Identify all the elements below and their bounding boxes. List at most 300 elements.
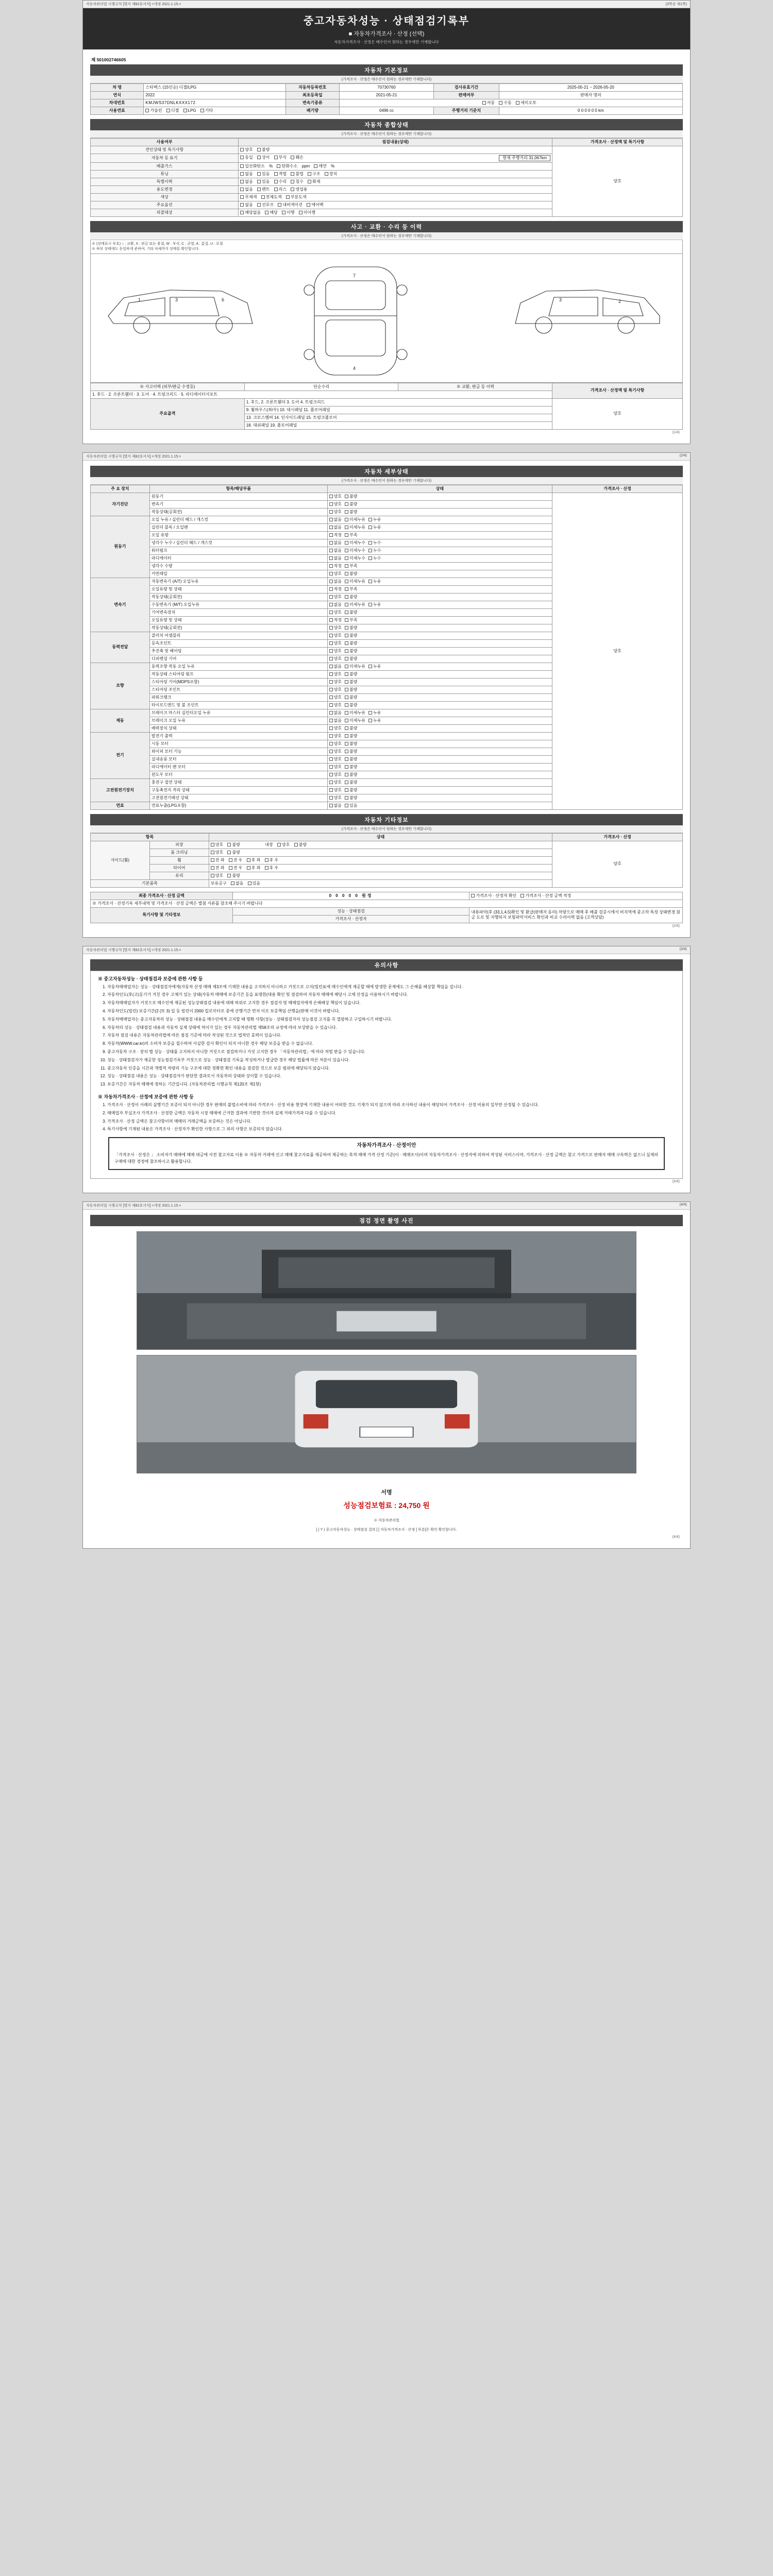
- detail-item-options[interactable]: [327, 616, 552, 624]
- overall-row-3-opts[interactable]: [239, 171, 552, 178]
- detail-option-누수[interactable]: 누수: [368, 540, 381, 546]
- detail-option-불량[interactable]: 불량: [345, 765, 357, 770]
- checkbox-icon[interactable]: [329, 634, 333, 637]
- checkbox-icon[interactable]: [345, 750, 348, 753]
- checkbox-icon[interactable]: [329, 618, 333, 622]
- detail-option-불량[interactable]: 불량: [345, 780, 357, 785]
- check-inspector[interactable]: [471, 893, 516, 899]
- detail-option-양호[interactable]: 양호: [329, 741, 342, 747]
- detail-item-options[interactable]: [327, 763, 552, 771]
- other-basic-opts[interactable]: [209, 879, 552, 887]
- checkbox-icon[interactable]: [345, 556, 348, 560]
- ov8-na[interactable]: 해당없음: [240, 210, 261, 215]
- ov0-good[interactable]: 양호: [240, 147, 253, 152]
- checkbox-icon[interactable]: [345, 688, 348, 691]
- checkbox-icon[interactable]: [329, 765, 333, 769]
- detail-option-미세누수[interactable]: 미세누수: [345, 556, 365, 561]
- detail-option-양호[interactable]: 양호: [329, 641, 342, 646]
- checkbox-icon[interactable]: [345, 773, 348, 776]
- checkbox-icon[interactable]: [329, 796, 333, 800]
- other-row-4-opts[interactable]: [209, 872, 552, 879]
- detail-option-부족[interactable]: 부족: [345, 587, 357, 592]
- checkbox-icon[interactable]: [368, 580, 372, 583]
- detail-option-양호[interactable]: 양호: [329, 749, 342, 754]
- detail-option-양호[interactable]: 양호: [329, 633, 342, 638]
- other-row-3-opts[interactable]: [209, 864, 552, 872]
- checkbox-icon[interactable]: [329, 580, 333, 583]
- detail-option-부족[interactable]: 부족: [345, 618, 357, 623]
- checkbox-icon[interactable]: [329, 495, 333, 498]
- checkbox-icon[interactable]: [329, 696, 333, 699]
- checkbox-icon[interactable]: [329, 734, 333, 738]
- detail-item-options[interactable]: [327, 570, 552, 578]
- ov2-smoke[interactable]: 매연: [314, 164, 326, 169]
- ov7-nav[interactable]: 내비게이션: [278, 202, 303, 208]
- detail-item-options[interactable]: [327, 748, 552, 755]
- detail-item-options[interactable]: [327, 709, 552, 717]
- detail-option-불량[interactable]: 불량: [345, 749, 357, 754]
- int-bad[interactable]: 불량: [294, 842, 307, 848]
- checkbox-icon[interactable]: [345, 726, 348, 730]
- detail-item-options[interactable]: [327, 724, 552, 732]
- ov5-rent[interactable]: 렌트: [257, 187, 270, 192]
- checkbox-icon[interactable]: [329, 611, 333, 614]
- ov1-corrode[interactable]: 부식: [274, 155, 287, 160]
- checkbox-icon[interactable]: [345, 564, 348, 568]
- detail-item-options[interactable]: [327, 778, 552, 786]
- wheel-frr[interactable]: 전 우: [229, 858, 243, 863]
- detail-item-options[interactable]: [327, 786, 552, 794]
- checkbox-icon[interactable]: [368, 665, 372, 668]
- detail-option-양호[interactable]: 양호: [329, 510, 342, 515]
- clean-bad[interactable]: 불량: [227, 850, 240, 855]
- transmission-semi[interactable]: 세미오토: [516, 100, 536, 106]
- checkbox-icon[interactable]: [345, 611, 348, 614]
- detail-option-미세누유[interactable]: 미세누유: [345, 718, 365, 723]
- photo-rear[interactable]: [137, 1355, 636, 1473]
- tool-yes[interactable]: 있음: [248, 881, 260, 886]
- checkbox-icon[interactable]: [329, 533, 333, 537]
- checkbox-icon[interactable]: [345, 510, 348, 514]
- checkbox-icon[interactable]: [345, 580, 348, 583]
- detail-option-불량[interactable]: 불량: [345, 734, 357, 739]
- detail-item-options[interactable]: [327, 655, 552, 663]
- checkbox-icon[interactable]: [345, 796, 348, 800]
- overall-row-7-opts[interactable]: [239, 201, 552, 209]
- checkbox-icon[interactable]: [329, 688, 333, 691]
- detail-option-없음[interactable]: 없음: [329, 525, 342, 530]
- checkbox-icon[interactable]: [329, 649, 333, 653]
- checkbox-icon[interactable]: [345, 502, 348, 506]
- ov3-structure[interactable]: 구조: [308, 172, 320, 177]
- fuel-lpg[interactable]: LPG: [183, 108, 196, 113]
- detail-option-누수[interactable]: 누수: [368, 548, 381, 553]
- detail-option-불량[interactable]: 불량: [345, 795, 357, 801]
- checkbox-icon[interactable]: [345, 711, 348, 715]
- checkbox-icon[interactable]: [329, 641, 333, 645]
- photo-underbody[interactable]: [137, 1231, 636, 1350]
- detail-option-양호[interactable]: 양호: [329, 765, 342, 770]
- checkbox-icon[interactable]: [345, 495, 348, 498]
- detail-option-양호[interactable]: 양호: [329, 625, 342, 631]
- detail-item-options[interactable]: [327, 670, 552, 678]
- checkbox-icon[interactable]: [329, 750, 333, 753]
- detail-option-불량[interactable]: 불량: [345, 680, 357, 685]
- detail-item-options[interactable]: [327, 771, 552, 778]
- detail-option-불량[interactable]: 불량: [345, 571, 357, 577]
- other-row-2-opts[interactable]: [209, 856, 552, 864]
- ov5-none[interactable]: 없음: [240, 187, 253, 192]
- checkbox-icon[interactable]: [329, 564, 333, 568]
- other-row-1-opts[interactable]: [209, 849, 552, 856]
- detail-item-options[interactable]: [327, 794, 552, 802]
- detail-option-없음[interactable]: 없음: [329, 664, 342, 669]
- checkbox-icon[interactable]: [329, 657, 333, 660]
- detail-option-양호[interactable]: 양호: [329, 494, 342, 499]
- checkbox-icon[interactable]: [345, 634, 348, 637]
- detail-option-부족[interactable]: 부족: [345, 533, 357, 538]
- ov0-bad[interactable]: 불량: [257, 147, 270, 152]
- overall-row-0-opts[interactable]: [239, 146, 552, 154]
- checkbox-icon[interactable]: [345, 549, 348, 552]
- ov8-yes[interactable]: 해당: [265, 210, 277, 215]
- detail-item-options[interactable]: [327, 740, 552, 748]
- detail-option-적정[interactable]: 적정: [329, 587, 342, 592]
- checkbox-icon[interactable]: [329, 773, 333, 776]
- detail-item-options[interactable]: [327, 523, 552, 531]
- detail-option-적정[interactable]: 적정: [329, 564, 342, 569]
- detail-option-불량[interactable]: 불량: [345, 672, 357, 677]
- checkbox-icon[interactable]: [345, 626, 348, 630]
- detail-option-누유[interactable]: 누유: [368, 579, 381, 584]
- wheel-rl[interactable]: 후 좌: [247, 858, 261, 863]
- checkbox-icon[interactable]: [329, 572, 333, 575]
- checkbox-icon[interactable]: [329, 526, 333, 529]
- detail-item-options[interactable]: [327, 601, 552, 608]
- detail-option-불량[interactable]: 불량: [345, 625, 357, 631]
- checkbox-icon[interactable]: [368, 518, 372, 521]
- checkbox-icon[interactable]: [329, 510, 333, 514]
- detail-item-options[interactable]: [327, 701, 552, 709]
- checkbox-icon[interactable]: [345, 526, 348, 529]
- detail-option-양호[interactable]: 양호: [329, 649, 342, 654]
- detail-option-양호[interactable]: 양호: [329, 734, 342, 739]
- detail-option-양호[interactable]: 양호: [329, 680, 342, 685]
- ov3-illegal[interactable]: 불법: [291, 172, 303, 177]
- ov7-airbag[interactable]: 에어백: [307, 202, 323, 208]
- detail-item-options[interactable]: [327, 516, 552, 523]
- overall-row-5-opts[interactable]: [239, 186, 552, 194]
- detail-option-불량[interactable]: 불량: [345, 641, 357, 646]
- detail-option-미세누유[interactable]: 미세누유: [345, 602, 365, 607]
- checkbox-icon[interactable]: [329, 719, 333, 722]
- detail-option-미세누유[interactable]: 미세누유: [345, 710, 365, 716]
- detail-item-options[interactable]: [327, 531, 552, 539]
- detail-option-불량[interactable]: 불량: [345, 502, 357, 507]
- detail-item-options[interactable]: [327, 500, 552, 508]
- checkbox-icon[interactable]: [329, 680, 333, 684]
- checkbox-icon[interactable]: [345, 804, 348, 807]
- ov4-fire[interactable]: 화재: [308, 179, 320, 184]
- detail-item-options[interactable]: [327, 693, 552, 701]
- detail-option-누유[interactable]: 누유: [368, 602, 381, 607]
- ext-good[interactable]: 양호: [211, 842, 223, 848]
- detail-option-양호[interactable]: 양호: [329, 610, 342, 615]
- checkbox-icon[interactable]: [345, 533, 348, 537]
- ov6-part[interactable]: 부분도색: [286, 195, 307, 200]
- checkbox-icon[interactable]: [345, 781, 348, 784]
- checkbox-icon[interactable]: [368, 603, 372, 606]
- detail-option-양호[interactable]: 양호: [329, 571, 342, 577]
- price-summary-checks[interactable]: [469, 892, 683, 900]
- tire-rl[interactable]: 후 좌: [247, 866, 261, 871]
- ov5-lease[interactable]: 리스: [274, 187, 287, 192]
- detail-option-불량[interactable]: 불량: [345, 649, 357, 654]
- checkbox-icon[interactable]: [368, 711, 372, 715]
- ov4-yes[interactable]: 있음: [257, 179, 270, 184]
- detail-item-options[interactable]: [327, 732, 552, 740]
- detail-option-누유[interactable]: 누유: [368, 664, 381, 669]
- detail-option-불량[interactable]: 불량: [345, 595, 357, 600]
- ov2-hc[interactable]: 탄화수소: [277, 164, 297, 169]
- detail-option-불량[interactable]: 불량: [345, 610, 357, 615]
- detail-option-양호[interactable]: 양호: [329, 672, 342, 677]
- checkbox-icon[interactable]: [329, 541, 333, 545]
- detail-option-없음[interactable]: 없음: [329, 540, 342, 546]
- ov4-flood[interactable]: 침수: [291, 179, 303, 184]
- checkbox-icon[interactable]: [345, 618, 348, 622]
- checkbox-icon[interactable]: [345, 572, 348, 575]
- detail-option-불량[interactable]: 불량: [345, 757, 357, 762]
- ov6-full[interactable]: 전체도색: [261, 195, 282, 200]
- ov8-done[interactable]: 이행: [282, 210, 294, 215]
- ov1-same[interactable]: 동일: [240, 155, 253, 160]
- car-damage-diagram[interactable]: [90, 254, 683, 383]
- detail-option-양호[interactable]: 양호: [329, 788, 342, 793]
- detail-option-불량[interactable]: 불량: [345, 695, 357, 700]
- detail-item-options[interactable]: [327, 608, 552, 616]
- glass-bad[interactable]: 불량: [227, 873, 240, 878]
- detail-item-options[interactable]: [327, 562, 552, 570]
- detail-option-양호[interactable]: 양호: [329, 502, 342, 507]
- detail-option-없음[interactable]: 없음: [329, 556, 342, 561]
- detail-option-양호[interactable]: 양호: [329, 695, 342, 700]
- ov4-none[interactable]: 없음: [240, 179, 253, 184]
- detail-option-누유[interactable]: 누유: [368, 517, 381, 522]
- detail-option-불량[interactable]: 불량: [345, 772, 357, 777]
- checkbox-icon[interactable]: [345, 649, 348, 653]
- overall-row-6-opts[interactable]: [239, 194, 552, 201]
- checkbox-icon[interactable]: [345, 587, 348, 591]
- ov2-co[interactable]: 일산화탄소: [240, 164, 265, 169]
- detail-item-options[interactable]: [327, 717, 552, 724]
- detail-option-양호[interactable]: 양호: [329, 795, 342, 801]
- ov7-none[interactable]: 없음: [240, 202, 253, 208]
- detail-option-미세누유[interactable]: 미세누유: [345, 664, 365, 669]
- overall-row-4-opts[interactable]: [239, 178, 552, 186]
- detail-option-미세누수[interactable]: 미세누수: [345, 548, 365, 553]
- checkbox-icon[interactable]: [329, 742, 333, 745]
- detail-item-options[interactable]: [327, 755, 552, 763]
- detail-option-누유[interactable]: 누유: [368, 718, 381, 723]
- detail-option-누유[interactable]: 누유: [368, 525, 381, 530]
- checkbox-icon[interactable]: [329, 804, 333, 807]
- detail-option-불량[interactable]: 불량: [345, 703, 357, 708]
- wheel-rr[interactable]: 후 우: [265, 858, 279, 863]
- detail-item-options[interactable]: [327, 686, 552, 693]
- checkbox-icon[interactable]: [345, 665, 348, 668]
- detail-item-options[interactable]: [327, 593, 552, 601]
- detail-option-미세누유[interactable]: 미세누유: [345, 525, 365, 530]
- detail-item-options[interactable]: [327, 802, 552, 809]
- detail-option-불량[interactable]: 불량: [345, 633, 357, 638]
- checkbox-icon[interactable]: [329, 788, 333, 792]
- tire-fr[interactable]: 전 우: [229, 866, 243, 871]
- checkbox-icon[interactable]: [329, 518, 333, 521]
- detail-option-불량[interactable]: 불량: [345, 510, 357, 515]
- detail-item-options[interactable]: [327, 578, 552, 585]
- checkbox-icon[interactable]: [329, 726, 333, 730]
- detail-item-options[interactable]: [327, 639, 552, 647]
- checkbox-icon[interactable]: [329, 781, 333, 784]
- fuel-diesel[interactable]: 디젤: [166, 108, 179, 113]
- overall-row-1-opts[interactable]: [239, 154, 552, 163]
- checkbox-icon[interactable]: [345, 719, 348, 722]
- detail-item-options[interactable]: [327, 663, 552, 670]
- checkbox-icon[interactable]: [345, 680, 348, 684]
- detail-option-누유[interactable]: 누유: [368, 710, 381, 716]
- ext-bad[interactable]: 불량: [227, 842, 240, 848]
- detail-option-양호[interactable]: 양호: [329, 726, 342, 731]
- transmission-auto[interactable]: 자동: [482, 100, 495, 106]
- checkbox-icon[interactable]: [329, 587, 333, 591]
- tire-fl[interactable]: 전 좌: [211, 866, 225, 871]
- checkbox-icon[interactable]: [345, 696, 348, 699]
- ov5-biz[interactable]: 영업용: [291, 187, 307, 192]
- overall-row-2-opts[interactable]: 일산화탄소 % 탄화수소 ppm 매연 %: [239, 163, 552, 171]
- checkbox-icon[interactable]: [345, 765, 348, 769]
- clean-good[interactable]: 양호: [211, 850, 223, 855]
- ov1-damage[interactable]: 훼손: [291, 155, 303, 160]
- detail-option-양호[interactable]: 양호: [329, 757, 342, 762]
- tire-rr[interactable]: 후 우: [265, 866, 279, 871]
- detail-option-불량[interactable]: 불량: [345, 726, 357, 731]
- detail-option-양호[interactable]: 양호: [329, 780, 342, 785]
- detail-option-불량[interactable]: 불량: [345, 494, 357, 499]
- checkbox-icon[interactable]: [345, 603, 348, 606]
- checkbox-icon[interactable]: [329, 626, 333, 630]
- checkbox-icon[interactable]: [345, 641, 348, 645]
- checkbox-icon[interactable]: [329, 549, 333, 552]
- ov3-none[interactable]: 없음: [240, 172, 253, 177]
- wheel-fr[interactable]: 전 좌: [211, 858, 225, 863]
- detail-option-불량[interactable]: 불량: [345, 788, 357, 793]
- detail-option-불량[interactable]: 불량: [345, 656, 357, 662]
- checkbox-icon[interactable]: [345, 742, 348, 745]
- detail-option-양호[interactable]: 양호: [329, 772, 342, 777]
- other-row-0-opts[interactable]: [209, 841, 552, 849]
- detail-item-options[interactable]: [327, 585, 552, 593]
- detail-option-있음[interactable]: 있음: [345, 803, 357, 808]
- checkbox-icon[interactable]: [329, 502, 333, 506]
- detail-item-options[interactable]: [327, 493, 552, 500]
- detail-item-options[interactable]: [327, 508, 552, 516]
- ov3-yes[interactable]: 있음: [257, 172, 270, 177]
- checkbox-icon[interactable]: [345, 734, 348, 738]
- detail-option-양호[interactable]: 양호: [329, 703, 342, 708]
- check-amount[interactable]: [520, 893, 571, 899]
- detail-option-없음[interactable]: 없음: [329, 579, 342, 584]
- transmission-manual[interactable]: 수동: [499, 100, 511, 106]
- detail-option-미세누수[interactable]: 미세누수: [345, 540, 365, 546]
- detail-option-없음[interactable]: 없음: [329, 710, 342, 716]
- checkbox-icon[interactable]: [329, 556, 333, 560]
- detail-item-options[interactable]: [327, 547, 552, 554]
- checkbox-icon[interactable]: [329, 672, 333, 676]
- detail-option-부족[interactable]: 부족: [345, 564, 357, 569]
- detail-option-없음[interactable]: 없음: [329, 718, 342, 723]
- glass-good[interactable]: 양호: [211, 873, 223, 878]
- checkbox-icon[interactable]: [345, 788, 348, 792]
- detail-item-options[interactable]: [327, 647, 552, 655]
- checkbox-icon[interactable]: [368, 556, 372, 560]
- fuel-gasoline[interactable]: 가솔린: [145, 108, 162, 113]
- ov4-repair[interactable]: 수리: [274, 179, 287, 184]
- detail-item-options[interactable]: [327, 678, 552, 686]
- detail-item-options[interactable]: [327, 554, 552, 562]
- ov8-notdone[interactable]: 미이행: [299, 210, 315, 215]
- checkbox-icon[interactable]: [345, 518, 348, 521]
- int-good[interactable]: 양호: [277, 842, 290, 848]
- detail-option-적정[interactable]: 적정: [329, 533, 342, 538]
- checkbox-icon[interactable]: [368, 719, 372, 722]
- checkbox-icon[interactable]: [329, 703, 333, 707]
- checkbox-icon[interactable]: [368, 541, 372, 545]
- ov6-mono[interactable]: 무채색: [240, 195, 257, 200]
- tool-none[interactable]: 없음: [231, 881, 243, 886]
- detail-item-options[interactable]: [327, 632, 552, 639]
- ov3-device[interactable]: 장치: [325, 172, 337, 177]
- detail-option-없음[interactable]: 없음: [329, 517, 342, 522]
- detail-option-양호[interactable]: 양호: [329, 595, 342, 600]
- checkbox-icon[interactable]: [345, 657, 348, 660]
- checkbox-icon[interactable]: [329, 757, 333, 761]
- checkbox-icon[interactable]: [345, 541, 348, 545]
- checkbox-icon[interactable]: [329, 711, 333, 715]
- checkbox-icon[interactable]: [329, 595, 333, 599]
- detail-option-미세누유[interactable]: 미세누유: [345, 517, 365, 522]
- detail-option-양호[interactable]: 양호: [329, 656, 342, 662]
- checkbox-icon[interactable]: [329, 603, 333, 606]
- detail-option-없음[interactable]: 없음: [329, 602, 342, 607]
- ov1-diff[interactable]: 상이: [257, 155, 270, 160]
- detail-option-미세누유[interactable]: 미세누유: [345, 579, 365, 584]
- detail-option-없음[interactable]: 없음: [329, 803, 342, 808]
- checkbox-icon[interactable]: [368, 549, 372, 552]
- ov3-legal[interactable]: 적법: [274, 172, 287, 177]
- detail-option-불량[interactable]: 불량: [345, 687, 357, 692]
- detail-option-적정[interactable]: 적정: [329, 618, 342, 623]
- detail-item-options[interactable]: [327, 539, 552, 547]
- detail-option-양호[interactable]: 양호: [329, 687, 342, 692]
- ov7-sunroof[interactable]: 선루프: [257, 202, 274, 208]
- overall-row-8-opts[interactable]: [239, 209, 552, 217]
- checkbox-icon[interactable]: [345, 595, 348, 599]
- detail-item-options[interactable]: [327, 624, 552, 632]
- checkbox-icon[interactable]: [345, 757, 348, 761]
- checkbox-icon[interactable]: [345, 703, 348, 707]
- fuel-etc[interactable]: 기타: [200, 108, 213, 113]
